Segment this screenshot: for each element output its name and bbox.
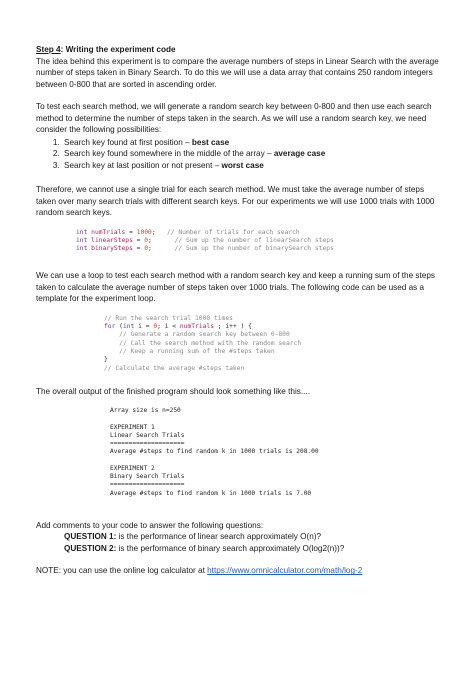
question-label: QUESTION 2: — [64, 543, 117, 553]
therefore-paragraph: Therefore, we cannot use a single trial for each search method. We must take the average number of steps taken over many search trials with different search keys. For our experiments we will use 1000 trials with 1000 random search keys. — [36, 185, 435, 217]
case-label: best case — [191, 137, 230, 147]
case-text: Search key at last position or not present – — [64, 160, 222, 170]
output-line: Binary Search Trials — [110, 473, 185, 481]
note-text: NOTE: you can use the online log calculator at — [36, 566, 208, 576]
code-line: int binarySteps = 0; // Sum up the number of binarySearch steps — [76, 245, 334, 253]
question-1 — [36, 531, 446, 543]
output-line: Average #steps to find random k in 1000 trials is 208.00 — [110, 448, 319, 456]
question-text: is the performance of binary search approximately O(log2(n))? — [116, 543, 345, 553]
loop-paragraph: We can use a loop to test each search method with a random search key and keep a running sum of the steps taken to calculate the average number of steps taken over 1000 trials. The following code can be used as a template for the experiment loop. — [36, 271, 435, 304]
output-line: Linear Search Trials — [110, 432, 185, 440]
declarations-code-block — [76, 229, 446, 254]
question-text: is the performance of linear search approximately O(n)? — [116, 532, 322, 542]
output-line: EXPERIMENT 2 — [110, 464, 155, 472]
output-line: ==================== — [110, 440, 185, 448]
code-comment: // Keep a running sum of the #steps taken — [119, 348, 275, 356]
section-heading — [36, 44, 446, 56]
output-line: Array size is n=250 — [110, 407, 181, 415]
code-comment: // Calculate the average #steps taken — [104, 364, 245, 372]
step-title: : Writing the experiment code — [60, 45, 176, 54]
case-label: average case — [273, 149, 326, 158]
output-line: ==================== — [110, 481, 185, 489]
code-line: int linearSteps = 0; // Sum up the number of linearSearch steps — [76, 236, 334, 244]
code-comment: // Generate a random search key between 0-800 — [119, 331, 290, 339]
comments-paragraph: Add comments to your code to answer the following questions: — [36, 520, 264, 530]
intro-paragraph: The idea behind this experiment is to compare the average numbers of steps in Linear Search with the average number of steps taken in Binary Search. To do this we will use a data array that contains 250 random integers between 0-800 that are sorted in ascending order. — [36, 56, 439, 89]
list-item — [62, 148, 446, 160]
question-2 — [36, 543, 446, 555]
cases-list — [36, 137, 446, 172]
output-line: EXPERIMENT 1 — [110, 423, 155, 431]
test-paragraph: To test each search method, we will generate a random search key between 0-800 and then use each search method to determine the number of steps taken in the search. As we will use a random search key, we need consider the following possibilities: — [36, 102, 432, 134]
program-output — [110, 407, 446, 497]
list-item — [62, 137, 446, 149]
overall-paragraph: The overall output of the finished program should look something like this.... — [36, 386, 310, 396]
output-line: Average #steps to find random k in 1000 trials is 7.00 — [110, 489, 312, 497]
log-calculator-link[interactable]: https://www.omnicalculator.com/math/log-2 — [207, 566, 363, 576]
note-paragraph — [36, 565, 446, 577]
case-text: Search key found somewhere in the middle of the array – — [64, 149, 274, 158]
code-line: int numTrials = 1000; // Number of trials for each search — [76, 228, 300, 236]
list-item — [62, 160, 446, 172]
code-brace: } — [104, 356, 108, 364]
case-text: Search key found at first position – — [64, 137, 192, 147]
code-comment: // Call the search method with the random search — [119, 339, 302, 347]
code-comment: // Run the search trial 1000 times — [104, 314, 233, 322]
loop-code-block — [104, 315, 446, 373]
question-label: QUESTION 1: — [64, 532, 117, 542]
step-label: Step 4 — [36, 45, 61, 54]
case-label: worst case — [221, 160, 264, 170]
document-body — [36, 44, 446, 577]
for-line: for (int i = 0; i < numTrials ; i++ ) { — [104, 323, 252, 331]
